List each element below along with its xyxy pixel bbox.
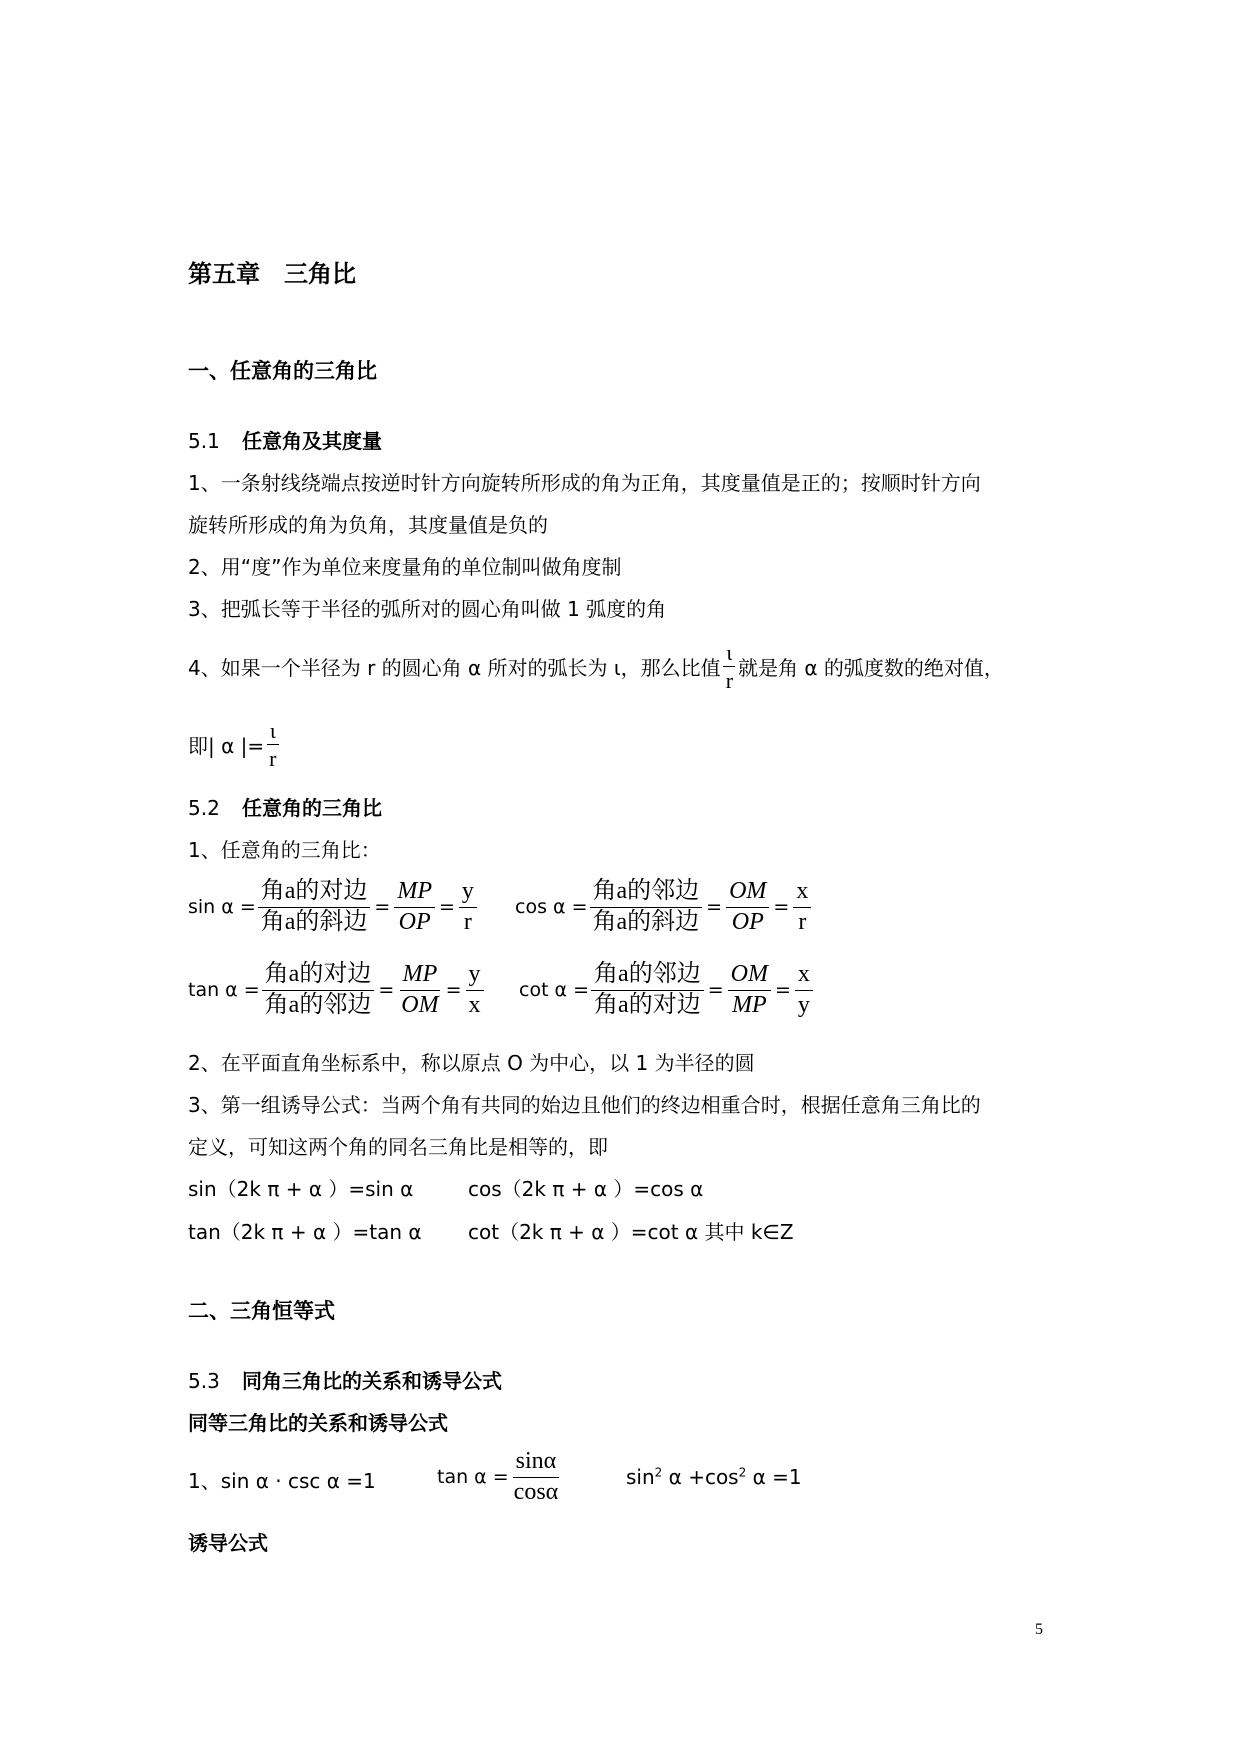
denominator: x xyxy=(468,991,481,1018)
induction-formula-title: 诱导公式 xyxy=(188,1531,268,1555)
cos-fraction-segments xyxy=(726,878,769,936)
equals-sign: = xyxy=(374,896,391,919)
denominator: r xyxy=(463,908,472,935)
denominator: cosα xyxy=(513,1478,559,1505)
section-title-2: 二、三角恒等式 xyxy=(188,1299,335,1323)
cot-fraction-words xyxy=(591,961,704,1019)
fraction-numerator: ι xyxy=(723,640,735,667)
subsection-number: 5.2 xyxy=(188,796,220,820)
numerator: MP xyxy=(400,961,441,991)
denominator: 角a的邻边 xyxy=(264,991,372,1018)
numerator: 角a的对边 xyxy=(258,878,371,908)
cot-label: cot α = xyxy=(519,979,590,1002)
numerator: 角a的对边 xyxy=(262,961,375,991)
subsection-number: 5.1 xyxy=(188,429,220,453)
abs-alpha-fraction xyxy=(266,718,279,772)
tan-fraction-segments xyxy=(398,961,441,1019)
subsection-title: 同角三角比的关系和诱导公式 xyxy=(242,1369,502,1393)
equals-sign: = xyxy=(707,979,724,1002)
equals-sign: = xyxy=(773,896,790,919)
page-number: 5 xyxy=(1035,1621,1043,1638)
numerator: y xyxy=(459,878,477,908)
fraction-numerator: ι xyxy=(267,718,279,745)
section-title-1: 一、任意角的三角比 xyxy=(188,359,377,383)
numerator: 角a的邻边 xyxy=(590,878,703,908)
numerator: y xyxy=(466,961,484,991)
quotient-identity xyxy=(437,1448,563,1506)
paragraph-5-1-4 xyxy=(188,640,1004,694)
cos-label: cos α = xyxy=(515,896,588,919)
sin-over-cos-fraction xyxy=(511,1448,562,1506)
subsection-5-2 xyxy=(188,792,382,821)
denominator: 角a的斜边 xyxy=(260,908,368,935)
paragraph-5-1-1a: 1、一条射线绕端点按逆时针方向旋转所形成的角为正角，其度量值是正的；按顺时针方向 xyxy=(188,471,981,495)
denominator: OP xyxy=(731,908,764,935)
paragraph-5-2-3b: 定义，可知这两个角的同名三角比是相等的，即 xyxy=(188,1135,608,1159)
numerator: OM xyxy=(726,878,769,908)
paragraph-5-1-3: 3、把弧长等于半径的弧所对的圆心角叫做 1 弧度的角 xyxy=(188,597,667,621)
cot-definition xyxy=(519,961,815,1019)
equals-sign: = xyxy=(378,979,395,1002)
paragraph-5-1-2: 2、用“度”作为单位来度量角的单位制叫做角度制 xyxy=(188,555,622,579)
ratio-fraction xyxy=(723,640,736,694)
subsection-5-1 xyxy=(188,425,382,454)
subsection-title: 任意角及其度量 xyxy=(242,429,382,453)
exponent: 2 xyxy=(738,1465,747,1480)
numerator: MP xyxy=(394,878,435,908)
denominator: OP xyxy=(398,908,431,935)
equals-one: α =1 xyxy=(746,1465,802,1489)
cos-fraction-words xyxy=(590,878,703,936)
equals-sign: = xyxy=(438,896,455,919)
tan-label: tan α = xyxy=(437,1466,509,1489)
identity-tan: tan（2k π + α ）=tan α xyxy=(188,1220,422,1244)
identity-cos: cos（2k π + α ）=cos α xyxy=(468,1177,704,1201)
identity-sin: sin（2k π + α ）=sin α xyxy=(188,1177,414,1201)
denominator: OM xyxy=(401,991,439,1018)
tan-definition xyxy=(188,961,486,1019)
sin-fraction-coords xyxy=(459,878,477,936)
subsection-number: 5.3 xyxy=(188,1369,220,1393)
subsection-5-3 xyxy=(188,1365,502,1394)
cot-fraction-segments xyxy=(728,961,771,1019)
denominator: 角a的对边 xyxy=(594,991,701,1018)
sin-fraction-words xyxy=(258,878,371,936)
tan-fraction-coords xyxy=(466,961,484,1019)
numerator: sinα xyxy=(513,1448,560,1478)
denominator: MP xyxy=(731,991,767,1018)
p4-after: 就是角 α 的弧度数的绝对值， xyxy=(738,656,1004,681)
sin-definition xyxy=(188,878,479,936)
subsection-title: 任意角的三角比 xyxy=(242,796,382,820)
pythagorean-identity xyxy=(626,1465,802,1489)
denominator: 角a的斜边 xyxy=(592,908,700,935)
fraction-denominator: r xyxy=(269,746,277,772)
paragraph-5-2-1: 1、任意角的三角比： xyxy=(188,838,381,862)
cos-definition xyxy=(515,878,813,936)
denominator: y xyxy=(797,991,810,1018)
denominator: r xyxy=(798,908,807,935)
exponent: 2 xyxy=(654,1465,663,1480)
paragraph-5-1-1b: 旋转所形成的角为负角，其度量值是负的 xyxy=(188,513,548,537)
sin-label: sin α = xyxy=(188,896,256,919)
cot-fraction-coords xyxy=(795,961,813,1019)
subsection-subtitle: 同等三角比的关系和诱导公式 xyxy=(188,1411,448,1435)
equals-sign: = xyxy=(706,896,723,919)
fraction-denominator: r xyxy=(725,668,734,694)
reciprocal-identity: 1、sin α · csc α =1 xyxy=(188,1469,376,1493)
numerator: x xyxy=(795,961,813,991)
tan-fraction-words xyxy=(262,961,375,1019)
paragraph-5-1-5 xyxy=(188,718,281,772)
paragraph-5-2-2: 2、在平面直角坐标系中，称以原点 O 为中心，以 1 为半径的圆 xyxy=(188,1051,755,1075)
paragraph-5-2-3a: 3、第一组诱导公式：当两个角有共同的始边且他们的终边相重合时，根据任意角三角比的 xyxy=(188,1093,981,1117)
numerator: 角a的邻边 xyxy=(591,961,704,991)
p5-before: 即| α |= xyxy=(188,734,265,759)
equals-sign: = xyxy=(445,979,462,1002)
numerator: OM xyxy=(728,961,771,991)
p4-before: 4、如果一个半径为 r 的圆心角 α 所对的弧长为 ι，那么比值 xyxy=(188,656,721,681)
cos-text: α +cos xyxy=(662,1465,739,1489)
equals-sign: = xyxy=(774,979,791,1002)
cos-fraction-coords xyxy=(793,878,811,936)
numerator: x xyxy=(793,878,811,908)
chapter-title: 第五章 三角比 xyxy=(188,260,356,288)
tan-label: tan α = xyxy=(188,979,260,1002)
sin-fraction-segments xyxy=(394,878,435,936)
identity-cot: cot（2k π + α ）=cot α 其中 k∈Z xyxy=(468,1220,794,1244)
sin-text: sin xyxy=(626,1465,655,1489)
